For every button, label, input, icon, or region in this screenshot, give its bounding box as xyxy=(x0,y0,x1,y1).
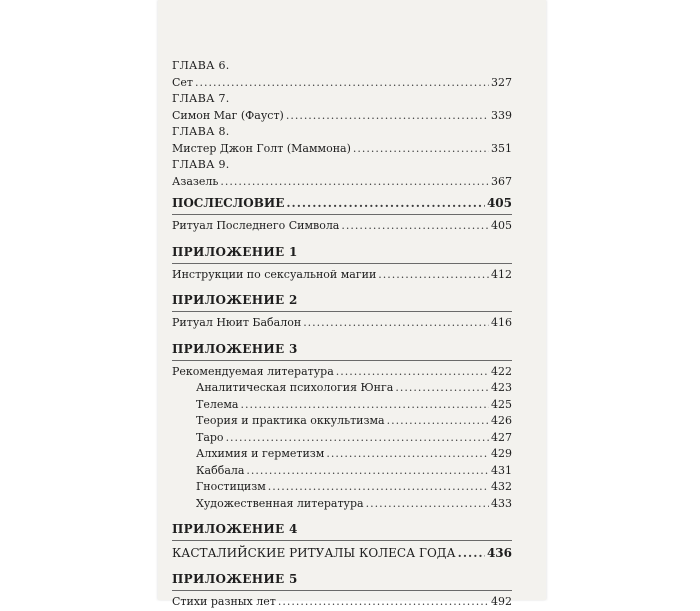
entry-title: Азазель xyxy=(172,174,219,188)
afterword-heading xyxy=(172,194,512,212)
leader-dots xyxy=(286,108,489,125)
entry-title: Гностицизм xyxy=(196,480,266,493)
toc-entry xyxy=(172,544,512,562)
appendix-2-heading: ПРИЛОЖЕНИЕ 2 xyxy=(172,293,298,307)
entry-title: КАСТАЛИЙСКИЕ РИТУАЛЫ КОЛЕСА ГОДА xyxy=(172,546,456,560)
entry-page: 423 xyxy=(491,381,512,394)
leader-dots xyxy=(395,380,489,397)
entry-title: Алхимия и герметизм xyxy=(196,447,325,460)
toc-subentry xyxy=(172,430,512,447)
leader-dots xyxy=(278,594,489,611)
leader-dots xyxy=(378,267,489,284)
leader-dots xyxy=(268,479,489,496)
leader-dots xyxy=(458,544,485,562)
leader-dots xyxy=(303,315,489,332)
appendix-5-heading: ПРИЛОЖЕНИЕ 5 xyxy=(172,572,298,586)
toc-subentry xyxy=(172,463,512,480)
entry-page: 425 xyxy=(491,397,512,411)
toc-entry xyxy=(172,315,512,332)
toc-subentry xyxy=(172,397,512,414)
toc-entry xyxy=(172,594,512,611)
entry-title: Симон Маг (Фауст) xyxy=(172,108,284,122)
leader-dots xyxy=(220,174,489,191)
entry-page: 429 xyxy=(491,447,512,460)
leader-dots xyxy=(353,141,489,158)
entry-title: Ритуал Последнего Символа xyxy=(172,219,340,232)
entry-page: 416 xyxy=(491,316,512,329)
toc-entry xyxy=(172,75,512,92)
entry-page: 412 xyxy=(491,267,512,281)
leader-dots xyxy=(226,430,489,447)
entry-title: Художественная литература xyxy=(196,496,364,510)
section-rule xyxy=(172,214,512,215)
toc-entry xyxy=(172,364,512,381)
toc-entry xyxy=(172,141,512,158)
section-rule xyxy=(172,263,512,264)
toc-entry xyxy=(172,218,512,235)
entry-title: Ритуал Нюит Бабалон xyxy=(172,316,302,329)
toc-entry xyxy=(172,267,512,284)
toc-subentry xyxy=(172,479,512,496)
leader-dots xyxy=(286,194,485,212)
chapter-label: ГЛАВА 9. xyxy=(172,158,230,171)
entry-page: 436 xyxy=(486,546,512,560)
entry-title: Телема xyxy=(196,397,239,411)
entry-title: Каббала xyxy=(196,463,245,477)
toc-subentry xyxy=(172,380,512,397)
entry-page: 327 xyxy=(491,75,512,89)
entry-page: 367 xyxy=(491,174,512,188)
table-of-contents xyxy=(172,58,512,611)
entry-page: 405 xyxy=(491,219,512,232)
toc-subentry xyxy=(172,446,512,463)
leader-dots xyxy=(326,446,489,463)
entry-title: Инструкции по сексуальной магии xyxy=(172,267,377,281)
appendix-1-heading: ПРИЛОЖЕНИЕ 1 xyxy=(172,244,298,259)
toc-subentry xyxy=(172,496,512,513)
section-page: 405 xyxy=(486,196,512,210)
leader-dots xyxy=(336,364,489,381)
section-rule xyxy=(172,360,512,361)
entry-title: Таро xyxy=(196,430,224,444)
entry-page: 432 xyxy=(491,480,512,493)
appendix-4-heading: ПРИЛОЖЕНИЕ 4 xyxy=(172,522,298,536)
entry-page: 433 xyxy=(491,496,512,510)
entry-page: 426 xyxy=(491,414,512,427)
entry-title: Мистер Джон Голт (Маммона) xyxy=(172,141,351,155)
chapter-label: ГЛАВА 7. xyxy=(172,92,230,105)
entry-page: 431 xyxy=(491,463,512,477)
leader-dots xyxy=(341,218,489,235)
entry-page: 351 xyxy=(491,141,512,155)
entry-page: 422 xyxy=(491,364,512,378)
leader-dots xyxy=(387,413,489,430)
section-rule xyxy=(172,311,512,312)
entry-page: 492 xyxy=(491,595,512,608)
entry-title: Стихи разных лет xyxy=(172,595,276,608)
leader-dots xyxy=(366,496,489,513)
entry-title: Аналитическая психология Юнга xyxy=(196,381,394,394)
entry-title: Сет xyxy=(172,75,194,89)
entry-title: Теория и практика оккультизма xyxy=(196,414,385,427)
section-title: ПОСЛЕСЛОВИЕ xyxy=(172,196,285,210)
entry-title: Рекомендуемая литература xyxy=(172,364,334,378)
toc-entry xyxy=(172,108,512,125)
chapter-label: ГЛАВА 8. xyxy=(172,125,230,138)
leader-dots xyxy=(195,75,489,92)
toc-entry xyxy=(172,174,512,191)
entry-page: 427 xyxy=(491,430,512,444)
section-rule xyxy=(172,540,512,541)
appendix-3-heading: ПРИЛОЖЕНИЕ 3 xyxy=(172,341,298,356)
entry-page: 339 xyxy=(491,108,512,122)
toc-subentry xyxy=(172,413,512,430)
leader-dots xyxy=(240,397,489,414)
leader-dots xyxy=(246,463,489,480)
section-rule xyxy=(172,590,512,591)
chapter-label: ГЛАВА 6. xyxy=(172,59,230,72)
